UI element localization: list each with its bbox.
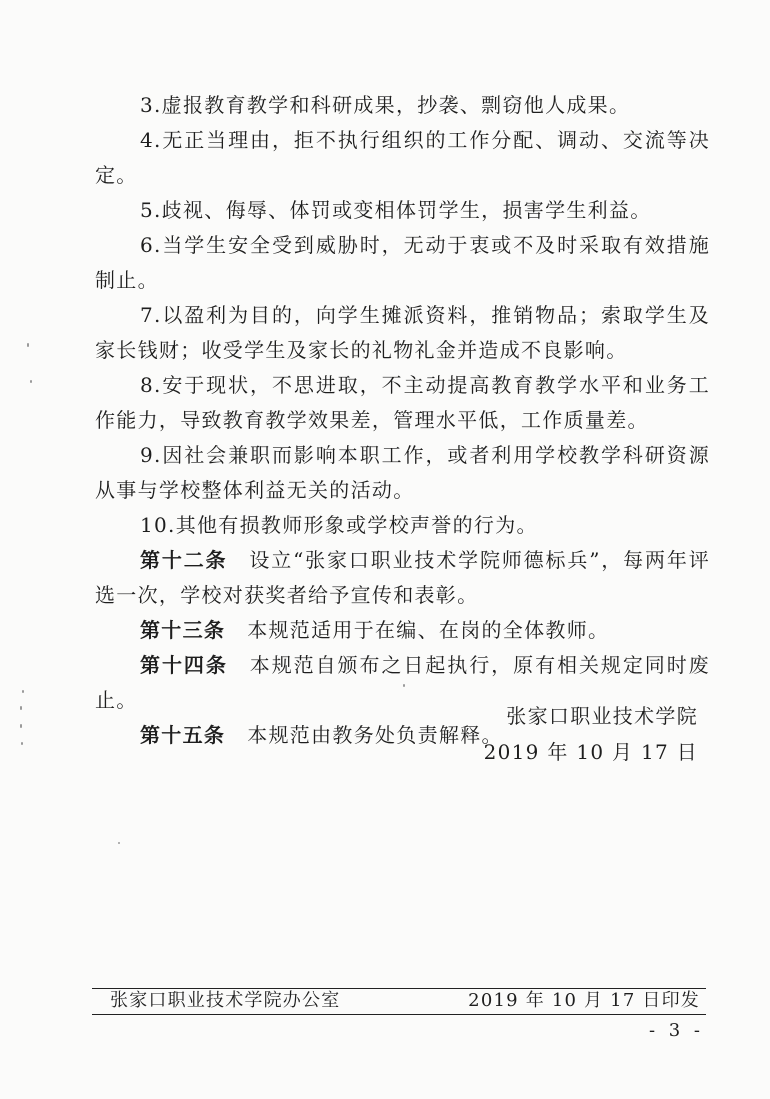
signature-block <box>484 698 698 770</box>
item-4 <box>95 123 710 193</box>
item-9-text: 9.因社会兼职而影响本职工作，或者利用学校教学科研资源从事与学校整体利益无关的活动。 <box>95 443 710 502</box>
footer-issue-date: 2019 年 10 月 17 日印发 <box>468 990 700 1011</box>
article-12-text: 设立“张家口职业技术学院师德标兵”，每两年评选一次，学校对获奖者给予宣传和表彰。 <box>95 548 710 607</box>
item-6 <box>95 228 710 298</box>
document-body <box>95 88 710 753</box>
item-10 <box>95 508 710 543</box>
article-12-label: 第十二条 <box>140 548 228 572</box>
item-5 <box>95 193 710 228</box>
item-9 <box>95 438 710 508</box>
article-14-text: 本规范自颁布之日起执行，原有相关规定同时废止。 <box>95 653 710 712</box>
article-13-text: 本规范适用于在编、在岗的全体教师。 <box>247 618 610 642</box>
article-14-label: 第十四条 <box>140 653 228 677</box>
scan-speck <box>27 343 29 347</box>
item-10-text: 10.其他有损教师形象或学校声誉的行为。 <box>140 513 538 537</box>
item-8-text: 8.安于现状，不思进取，不主动提高教育教学水平和业务工作能力，导致教育教学效果差，管理水平低，工作质量差。 <box>95 373 710 432</box>
item-8 <box>95 368 710 438</box>
item-7 <box>95 298 710 368</box>
signature-date: 2019 年 10 月 17 日 <box>483 740 698 764</box>
scan-speck <box>30 380 32 383</box>
item-6-text: 6.当学生安全受到威胁时，无动于衷或不及时采取有效措施制止。 <box>95 233 710 292</box>
scan-speck <box>20 724 22 728</box>
scan-speck <box>22 690 24 693</box>
footer-issuer: 张家口职业技术学院办公室 <box>110 990 341 1011</box>
item-5-text: 5.歧视、侮辱、体罚或变相体罚学生，损害学生利益。 <box>140 198 652 222</box>
article-15-label: 第十五条 <box>140 723 226 747</box>
item-7-text: 7.以盈利为目的，向学生摊派资料，推销物品；索取学生及家长钱财；收受学生及家长的礼物礼金并造成不良影响。 <box>95 303 710 362</box>
scan-speck <box>20 706 22 710</box>
item-3-text: 3.虚报教育教学和科研成果，抄袭、剽窃他人成果。 <box>140 93 631 117</box>
item-4-text: 4.无正当理由，拒不执行组织的工作分配、调动、交流等决定。 <box>95 128 710 187</box>
article-13 <box>95 613 710 648</box>
signature-org: 张家口职业技术学院 <box>506 704 698 728</box>
article-13-label: 第十三条 <box>140 618 226 642</box>
footer-bottom-rule <box>92 1014 706 1015</box>
page-number: - 3 - <box>648 1020 704 1041</box>
article-15-text: 本规范由教务处负责解释。 <box>247 723 503 747</box>
scan-speck <box>118 842 120 844</box>
item-3 <box>95 88 710 123</box>
scan-speck <box>21 742 23 745</box>
article-12 <box>95 543 710 613</box>
scan-speck <box>403 684 405 687</box>
